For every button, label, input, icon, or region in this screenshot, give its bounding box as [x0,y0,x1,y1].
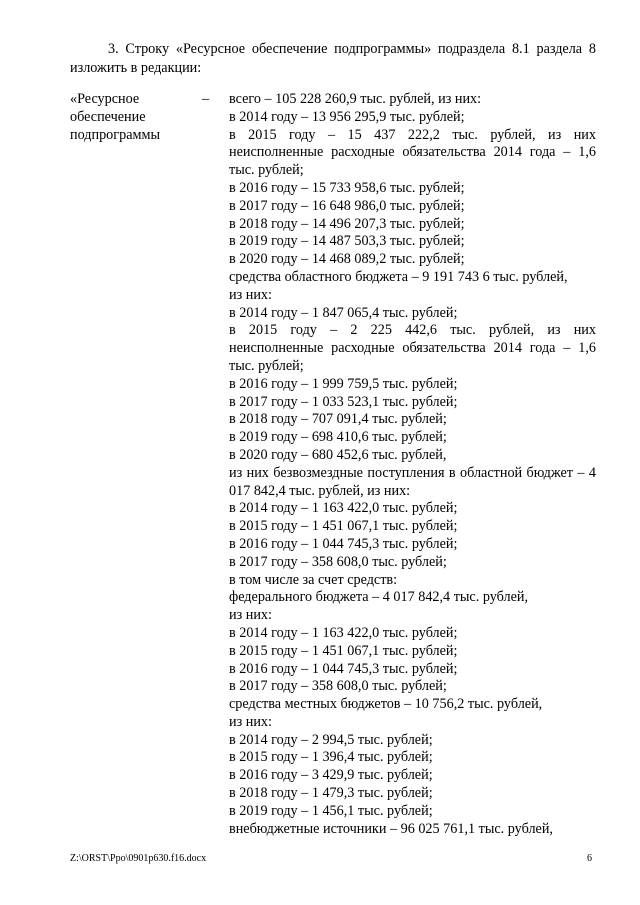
content-line: в 2016 году – 15 733 958,6 тыс. рублей; [229,179,465,196]
content-line: в 2016 году – 3 429,9 тыс. рублей; [229,767,433,784]
row-label-line: обеспечение [70,108,146,125]
content-line: в 2016 году – 1 999 759,5 тыс. рублей; [229,375,458,392]
content-line: в 2014 году – 13 956 295,9 тыс. рублей; [229,108,465,125]
content-line: в 2018 году – 1 479,3 тыс. рублей; [229,785,433,802]
content-line: в 2015 году – 15 437 222,2 тыс. рублей, из них неисполненные расходные обязательства 2014 года – 1,6 тыс. рублей; [229,126,596,179]
content-line: в 2015 году – 1 396,4 тыс. рублей; [229,749,433,766]
content-line: в 2015 году – 1 451 067,1 тыс. рублей; [229,518,458,535]
content-line: внебюджетные источники – 96 025 761,1 тыс. рублей, [229,820,553,837]
footer-file-path: Z:\ORST\Ppo\0901p630.f16.docx [70,853,207,864]
content-line: из них безвозмездные поступления в областной бюджет – 4 017 842,4 тыс. рублей, из них: [229,464,596,499]
row-label-line: «Ресурсное [70,91,140,107]
page-number: 6 [587,853,592,864]
content-line: из них: [229,607,272,624]
content-line: в 2014 году – 1 847 065,4 тыс. рублей; [229,304,458,321]
content-line: всего – 105 228 260,9 тыс. рублей, из них: [229,91,482,107]
content-line: в 2016 году – 1 044 745,3 тыс. рублей; [229,660,458,677]
content-line: в 2017 году – 358 608,0 тыс. рублей; [229,553,447,570]
content-line: федерального бюджета – 4 017 842,4 тыс. рублей, [229,589,529,606]
content-line: в 2018 году – 707 091,4 тыс. рублей; [229,411,447,428]
content-line: средства местных бюджетов – 10 756,2 тыс. рублей, [229,696,543,713]
row-label [70,91,195,144]
row-content [229,91,596,838]
content-line: в 2014 году – 1 163 422,0 тыс. рублей; [229,500,458,517]
content-line: в 2019 году – 14 487 503,3 тыс. рублей; [229,233,465,250]
content-line: в 2015 году – 2 225 442,6 тыс. рублей, из них неисполненные расходные обязательства 2014 года – 1,6 тыс. рублей; [229,322,596,374]
content-line: из них: [229,286,272,303]
content-line: в 2016 году – 1 044 745,3 тыс. рублей; [229,535,458,552]
content-line: в 2014 году – 2 994,5 тыс. рублей; [229,731,433,748]
content-line: из них: [229,713,272,730]
content-line: в 2017 году – 16 648 986,0 тыс. рублей; [229,197,465,214]
content-line: в том числе за счет средств: [229,571,398,588]
content-line: в 2019 году – 1 456,1 тыс. рублей; [229,802,433,819]
content-line: в 2019 году – 698 410,6 тыс. рублей; [229,429,447,446]
content-line: в 2015 году – 1 451 067,1 тыс. рублей; [229,642,458,659]
content-line: в 2018 году – 14 496 207,3 тыс. рублей; [229,215,465,232]
content-line: в 2020 году – 680 452,6 тыс. рублей, [229,446,447,463]
content-line: в 2014 году – 1 163 422,0 тыс. рублей; [229,624,458,641]
content-line: в 2020 году – 14 468 089,2 тыс. рублей; [229,251,465,268]
content-line: в 2017 году – 1 033 523,1 тыс. рублей; [229,393,458,410]
content-line: в 2017 году – 358 608,0 тыс. рублей; [229,678,447,695]
row-label-line: подпрограммы [70,126,160,143]
intro-paragraph: 3. Строку «Ресурсное обеспечение подпрограммы» подраздела 8.1 раздела 8 изложить в редакции: [70,41,596,76]
content-line: средства областного бюджета – 9 191 743 6 тыс. рублей, [229,268,568,285]
row-dash: – [202,91,210,107]
